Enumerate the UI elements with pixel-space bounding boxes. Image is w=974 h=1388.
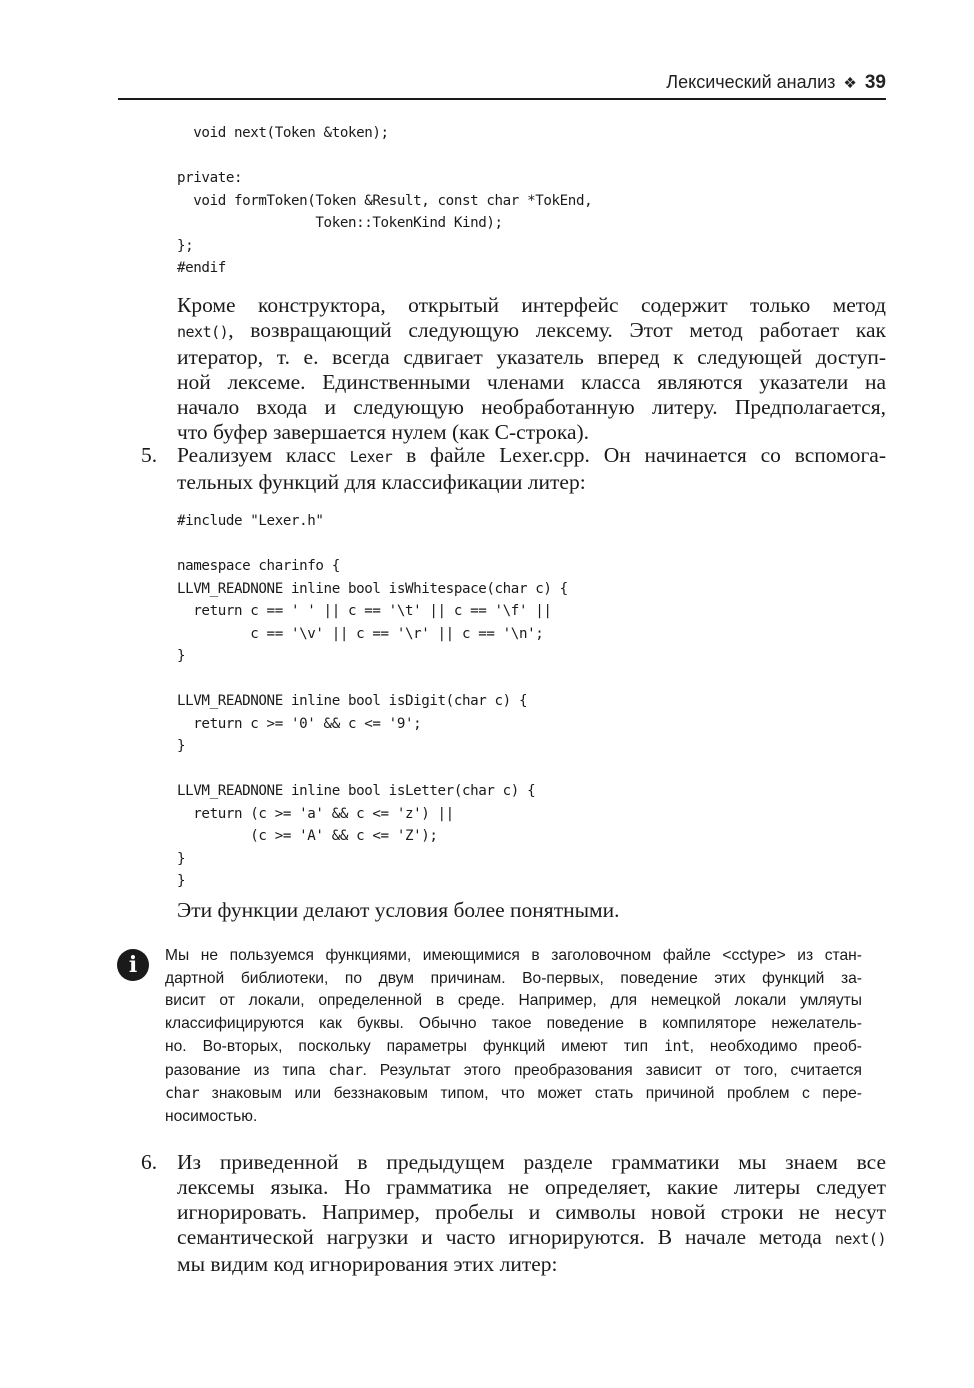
info-note: Мы не пользуемся функциями, имеющимися в заголовочном файле <cctype> из стан- дартной библиотеки, по двум причинам. Во-первых, поведение этих функций за- висит от локали, определенной в среде. Например, для немецкой локали умляуты классифицируются как буквы. Обычно такое поведение в компиляторе нежелатель- но. Во-вторых, поскольку параметры функций имеют тип int, необходимо преоб- разование из типа char. Результат этого преобразования зависит от того, считается char знаковым или беззнаковым типом, что может стать причиной проблем с пере- носимостью.: [165, 947, 862, 1125]
inline-code-lexer: Lexer: [349, 448, 393, 466]
list-number-5: 5.: [141, 443, 158, 467]
code-block-charinfo: #include "Lexer.h" namespace charinfo { LLVM_READNONE inline bool isWhitespace(char c) { return c == ' ' || c == '\t' || c == '\f' || c == '\v' || c == '\r' || c == '\n'; } LLVM_READNONE inline bool isDigit(char c) { return c >= '0' && c <= '9'; } LLVM_READNONE inline bool isLetter(char c) { return (c >= 'a' && c <= 'z') || (c >= 'A' && c <= 'Z'); } }: [177, 513, 568, 889]
list-item-6: Из приведенной в предыдущем разделе грамматики мы знаем все лексемы языка. Но грамматика не определяет, какие литеры следует игнорировать. Например, пробелы и символы новой строки не несут семантической нагрузки и часто игнорируются. В начале метода next() мы видим код игнорирования этих литер:: [177, 1150, 886, 1276]
inline-code-int: int: [664, 1037, 690, 1055]
list-number-6: 6.: [141, 1150, 158, 1174]
inline-code-char: char: [328, 1060, 363, 1079]
running-header: [666, 72, 886, 94]
list-item-5: Реализуем класс Lexer в файле Lexer.cpp. Он начинается со вспомога- тельных функций для классификации литер:: [177, 443, 886, 494]
inline-code-next: next(): [834, 1230, 886, 1248]
separator-diamond-icon: ❖: [843, 75, 857, 92]
info-icon: i: [117, 949, 149, 981]
page-header: [118, 66, 886, 100]
page-number: 39: [864, 72, 886, 93]
code-block-lexer-header-end: void next(Token &token); private: void formToken(Token &Result, const char *TokEnd, Token::TokenKind Kind); }; #endif: [177, 125, 593, 276]
inline-code-next: next(): [177, 323, 229, 341]
paragraph-functions-clarity: Эти функции делают условия более понятными.: [177, 898, 620, 922]
running-title: Лексический анализ: [666, 72, 836, 92]
inline-code-char: char: [165, 1084, 200, 1102]
paragraph-public-interface: Кроме конструктора, открытый интерфейс содержит только метод next(), возвращающий следующую лексему. Этот метод работает как итератор, т. е. всегда сдвигает указатель вперед к следующей доступ- ной лексеме. Единственными членами класса являются указатели на начало входа и следующую необработанную литеру. Предполагается, что буфер завершается нулем (как С-строка).: [177, 293, 886, 444]
